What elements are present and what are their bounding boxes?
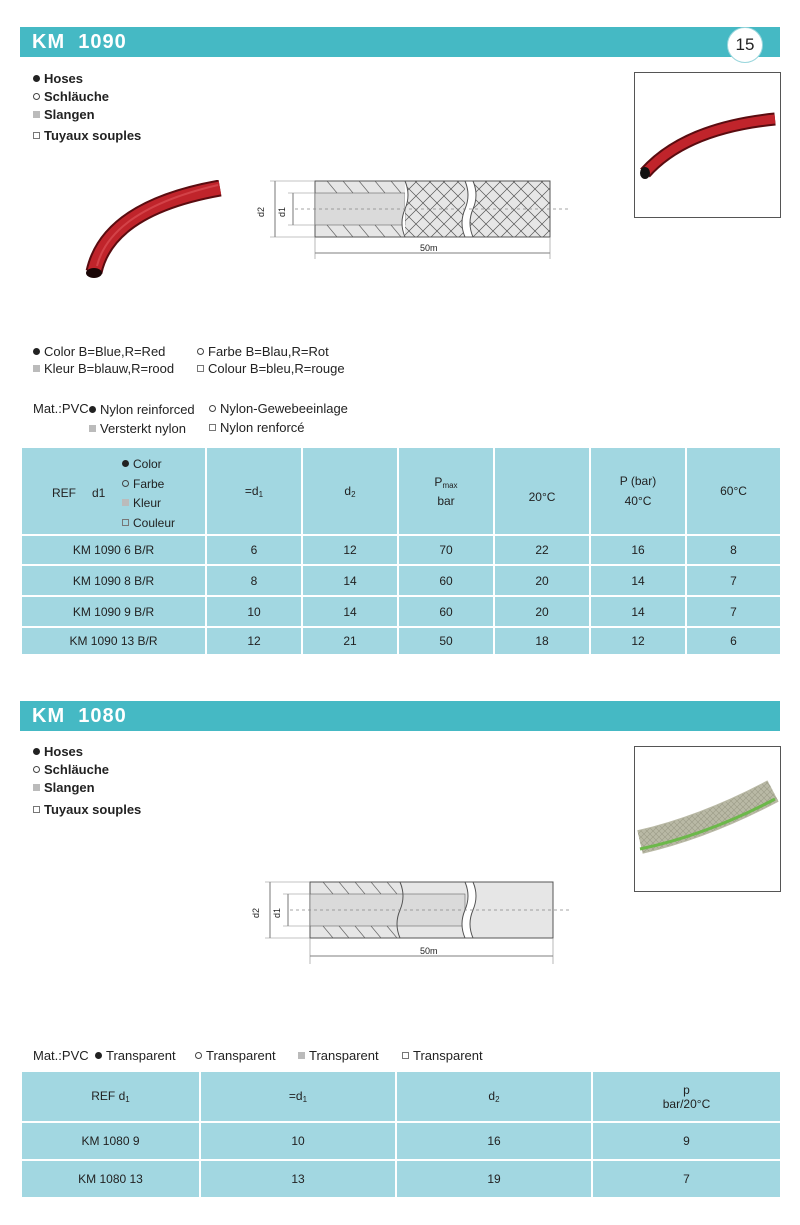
- table-cell: KM 1090 8 B/R: [21, 565, 206, 596]
- table-header-row: [21, 447, 781, 535]
- open-circle-icon: [197, 348, 204, 355]
- d2-label-km1080: d2: [251, 907, 262, 919]
- table-cell: 6: [686, 627, 781, 655]
- header-d2: $d_2$: [396, 1071, 592, 1122]
- material-de-km1090: Nylon-Gewebeeinlage: [209, 401, 348, 417]
- table-cell: 12: [302, 535, 398, 565]
- table-header-row: [21, 1071, 781, 1122]
- table-row: [21, 565, 781, 596]
- open-square-icon: [122, 519, 129, 526]
- table-row: [21, 627, 781, 655]
- filled-square-icon: [122, 499, 129, 506]
- table-cell: 20: [494, 565, 590, 596]
- table-row: [21, 535, 781, 565]
- filled-square-icon: [33, 111, 40, 118]
- open-square-icon: [33, 806, 40, 813]
- filled-dot-icon: [33, 348, 40, 355]
- table-cell: 8: [206, 565, 302, 596]
- lang-nl-km1080: Slangen: [33, 780, 95, 796]
- table-cell: KM 1080 9: [21, 1122, 200, 1160]
- material-nl-km1090: Versterkt nylon: [89, 421, 186, 437]
- color-legend-nl: Kleur B=blauw,R=rood: [33, 361, 174, 377]
- spec-table-km1080: [20, 1070, 782, 1199]
- technical-drawing-km1090: [255, 175, 575, 265]
- hose-photo-km1080: [635, 747, 780, 891]
- table-cell: 21: [302, 627, 398, 655]
- lang-de-km1080: Schläuche: [33, 762, 109, 778]
- material-de-km1080: Transparent: [195, 1048, 276, 1064]
- product-photo-km1090: [634, 72, 781, 218]
- filled-dot-icon: [95, 1052, 102, 1059]
- table-cell: 22: [494, 535, 590, 565]
- table-cell: KM 1090 9 B/R: [21, 596, 206, 627]
- color-legend-fr: Colour B=bleu,R=rouge: [197, 361, 345, 377]
- table-cell: 9: [592, 1122, 781, 1160]
- hose-illustration-km1090: [80, 180, 225, 285]
- lang-en-km1080: Hoses: [33, 744, 83, 760]
- header-d1: d1: [92, 486, 106, 500]
- open-circle-icon: [33, 766, 40, 773]
- filled-dot-icon: [33, 75, 40, 82]
- table-cell: 14: [302, 565, 398, 596]
- table-cell: 18: [494, 627, 590, 655]
- header-60c: 60°C: [686, 447, 781, 535]
- material-fr-km1090: Nylon renforcé: [209, 420, 305, 436]
- filled-dot-icon: [89, 406, 96, 413]
- spec-table-km1090: [20, 446, 782, 656]
- header-eq-d1: $=d_1$: [200, 1071, 396, 1122]
- material-fr-km1080: Transparent: [402, 1048, 483, 1064]
- lang-de-km1090: Schläuche: [33, 89, 109, 105]
- length-label-km1090: 50m: [420, 243, 438, 253]
- open-square-icon: [402, 1052, 409, 1059]
- header-color-list: Color Farbe Kleur Couleur: [122, 455, 175, 533]
- open-circle-icon: [195, 1052, 202, 1059]
- table-cell: 7: [686, 565, 781, 596]
- table-cell: 19: [396, 1160, 592, 1198]
- filled-square-icon: [89, 425, 96, 432]
- section-title-km1090: KM 1090: [32, 31, 127, 53]
- table-cell: 7: [592, 1160, 781, 1198]
- table-cell: KM 1090 6 B/R: [21, 535, 206, 565]
- table-cell: 10: [200, 1122, 396, 1160]
- product-photo-km1080: [634, 746, 781, 892]
- table-cell: 12: [590, 627, 686, 655]
- material-en-km1080: Transparent: [95, 1048, 176, 1064]
- material-nl-km1080: Transparent: [298, 1048, 379, 1064]
- d1-label-km1090: d1: [277, 206, 288, 218]
- color-legend-en: Color B=Blue,R=Red: [33, 344, 165, 360]
- d1-label-km1080: d1: [272, 907, 283, 919]
- header-eq-d1: $=d_1$: [206, 447, 302, 535]
- open-square-icon: [197, 365, 204, 372]
- table-row: [21, 596, 781, 627]
- table-cell: 16: [590, 535, 686, 565]
- header-p-bar-40c: P (bar) 40°C: [590, 447, 686, 535]
- header-ref-d1: REF $d_1$: [21, 1071, 200, 1122]
- table-cell: 14: [302, 596, 398, 627]
- header-pmax: $P_{max}$ bar: [398, 447, 494, 535]
- material-prefix-km1080: Mat.:PVC: [33, 1048, 89, 1063]
- page-number: 15: [727, 27, 763, 63]
- lang-fr-km1090: Tuyaux souples: [33, 128, 141, 144]
- lang-en-km1090: Hoses: [33, 71, 83, 87]
- table-cell: KM 1080 13: [21, 1160, 200, 1198]
- length-label-km1080: 50m: [420, 946, 438, 956]
- material-en-km1090: Nylon reinforced: [89, 402, 195, 418]
- table-cell: 6: [206, 535, 302, 565]
- section-header-km1090: [20, 27, 780, 57]
- color-legend-de: Farbe B=Blau,R=Rot: [197, 344, 329, 360]
- table-row: [21, 1160, 781, 1198]
- filled-dot-icon: [122, 460, 129, 467]
- table-cell: 20: [494, 596, 590, 627]
- table-cell: 10: [206, 596, 302, 627]
- table-cell: 13: [200, 1160, 396, 1198]
- table-row: [21, 1122, 781, 1160]
- open-circle-icon: [33, 93, 40, 100]
- table-cell: 50: [398, 627, 494, 655]
- table-cell: 12: [206, 627, 302, 655]
- table-cell: 14: [590, 565, 686, 596]
- table-cell: 16: [396, 1122, 592, 1160]
- filled-square-icon: [33, 784, 40, 791]
- filled-dot-icon: [33, 748, 40, 755]
- hose-photo-km1090: [635, 73, 780, 217]
- header-d2: $d_2$: [302, 447, 398, 535]
- d2-label-km1090: d2: [256, 206, 267, 218]
- header-p-bar: p bar/20°C: [592, 1071, 781, 1122]
- table-cell: 8: [686, 535, 781, 565]
- section-title-km1080: KM 1080: [32, 705, 127, 727]
- open-circle-icon: [122, 480, 129, 487]
- table-cell: 60: [398, 596, 494, 627]
- header-ref-cell: [21, 447, 206, 535]
- table-cell: 70: [398, 535, 494, 565]
- section-header-km1080: [20, 701, 780, 731]
- table-cell: KM 1090 13 B/R: [21, 627, 206, 655]
- filled-square-icon: [298, 1052, 305, 1059]
- technical-drawing-km1080: [255, 876, 575, 968]
- open-circle-icon: [209, 405, 216, 412]
- lang-nl-km1090: Slangen: [33, 107, 95, 123]
- open-square-icon: [209, 424, 216, 431]
- header-ref: REF: [52, 486, 76, 500]
- header-20c: 20°C: [494, 447, 590, 535]
- table-cell: 60: [398, 565, 494, 596]
- material-prefix-km1090: Mat.:PVC: [33, 401, 89, 416]
- lang-fr-km1080: Tuyaux souples: [33, 802, 141, 818]
- filled-square-icon: [33, 365, 40, 372]
- open-square-icon: [33, 132, 40, 139]
- table-cell: 14: [590, 596, 686, 627]
- table-cell: 7: [686, 596, 781, 627]
